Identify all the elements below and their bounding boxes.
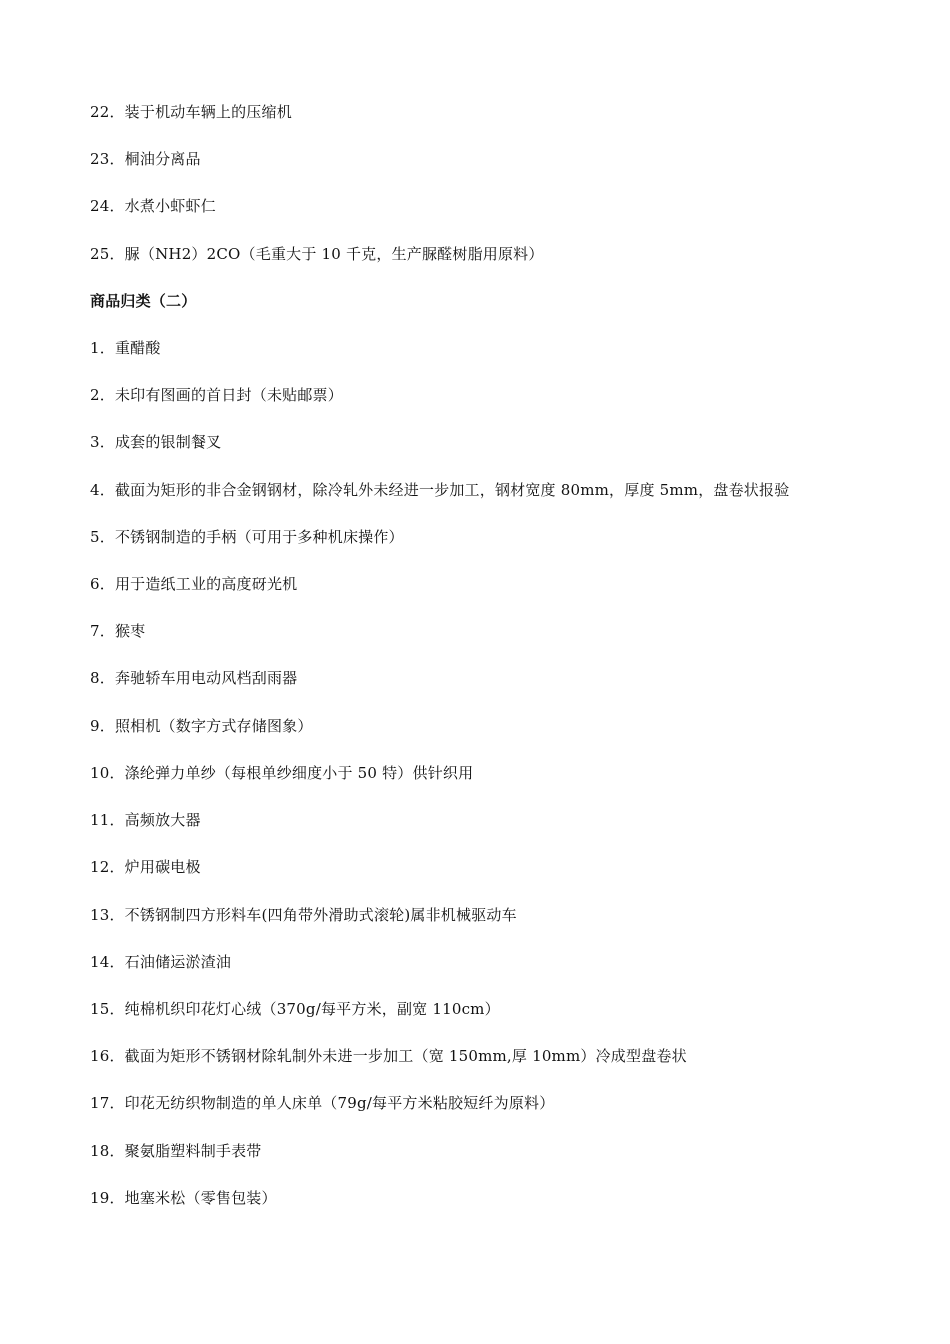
list-item: 1．重醋酸 [90, 339, 161, 357]
list-item: 10．涤纶弹力单纱（每根单纱细度小于 50 特）供针织用 [90, 764, 474, 782]
list-item: 2．未印有图画的首日封（未贴邮票） [90, 386, 343, 404]
list-item: 13．不锈钢制四方形料车(四角带外滑助式滚轮)属非机械驱动车 [90, 906, 517, 924]
list-item: 25．脲（NH2）2CO（毛重大于 10 千克，生产脲醛树脂用原料） [90, 245, 544, 263]
section-title: 商品归类（二） [90, 292, 197, 310]
list-item: 17．印花无纺织物制造的单人床单（79g/每平方米粘胶短纤为原料） [90, 1094, 555, 1112]
list-item: 3．成套的银制餐叉 [90, 433, 222, 451]
list-item: 23．桐油分离品 [90, 150, 201, 168]
list-item: 12．炉用碳电极 [90, 858, 201, 876]
list-item: 24．水煮小虾虾仁 [90, 197, 216, 215]
list-item: 8．奔驰轿车用电动风档刮雨器 [90, 669, 298, 687]
list-item: 7．猴枣 [90, 622, 146, 640]
list-item: 16．截面为矩形不锈钢材除轧制外未进一步加工（宽 150mm,厚 10mm）冷成型盘卷状 [90, 1047, 687, 1065]
list-item: 4．截面为矩形的非合金钢钢材，除冷轧外未经进一步加工，钢材宽度 80mm，厚度 5mm，盘卷状报验 [90, 481, 790, 499]
list-item: 6．用于造纸工业的高度砑光机 [90, 575, 298, 593]
list-item: 5．不锈钢制造的手柄（可用于多种机床操作） [90, 528, 404, 546]
list-item: 15．纯棉机织印花灯心绒（370g/每平方米，副宽 110cm） [90, 1000, 500, 1018]
list-item: 22．装于机动车辆上的压缩机 [90, 103, 292, 121]
list-item: 18．聚氨脂塑料制手表带 [90, 1142, 262, 1160]
list-item: 14．石油储运淤渣油 [90, 953, 232, 971]
list-item: 11．高频放大器 [90, 811, 201, 829]
list-item: 19．地塞米松（零售包装） [90, 1189, 277, 1207]
list-item: 9．照相机（数字方式存储图象） [90, 717, 313, 735]
